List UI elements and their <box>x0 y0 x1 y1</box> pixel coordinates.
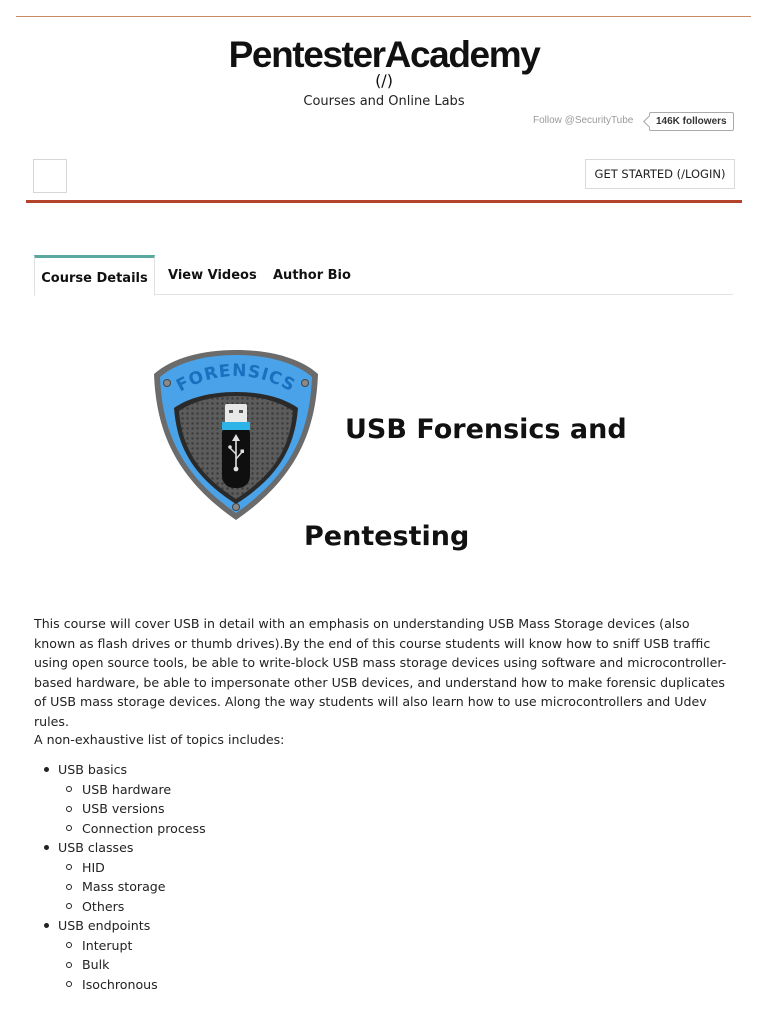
badge-label: FORENSICS <box>173 360 299 397</box>
followers-count-badge[interactable]: 146K followers <box>649 112 734 131</box>
course-title-line-2: Pentesting <box>304 521 470 552</box>
site-tagline: Courses and Online Labs <box>303 94 465 109</box>
tab-view-videos[interactable]: View Videos <box>168 267 257 283</box>
subtopic-item: USB versions <box>34 799 434 819</box>
tab-course-details[interactable]: Course Details <box>34 255 155 296</box>
topics-intro: A non-exhaustive list of topics includes: <box>34 732 285 747</box>
subtopic-item: Connection process <box>34 819 434 839</box>
course-description: This course will cover USB in detail with an emphasis on understanding USB Mass Storage devices (also known as flash drives or thumb drives).By the end of this course students will know how to sniff USB traffic using open source tools, be able to write-block USB mass storage devices using software and microcontroller-based hardware, be able to impersonate other USB devices, and understand how to make forensic duplicates of USB mass storage devices. Along the way students will also learn how to use microcontrollers and Udev rules. <box>34 616 727 729</box>
forensics-usb-badge-image <box>150 346 322 524</box>
tab-author-bio[interactable]: Author Bio <box>273 267 351 283</box>
topic-item: USB endpoints <box>34 916 434 936</box>
topics-list <box>34 760 434 994</box>
subtopic-item: Interupt <box>34 936 434 956</box>
twitter-follow-link[interactable]: Follow @SecurityTube <box>533 115 634 126</box>
subtopic-item: Others <box>34 897 434 917</box>
subtopic-item: Bulk <box>34 955 434 975</box>
top-divider <box>16 16 751 17</box>
course-title-line-1: USB Forensics and <box>345 414 627 445</box>
get-started-login-button[interactable]: GET STARTED (/LOGIN) <box>585 159 735 189</box>
topic-item: USB classes <box>34 838 434 858</box>
topic-item: USB basics <box>34 760 434 780</box>
header-divider <box>26 200 742 203</box>
subtopic-item: Isochronous <box>34 975 434 995</box>
subtopic-item: HID <box>34 858 434 878</box>
subtopic-item: USB hardware <box>34 780 434 800</box>
menu-toggle-button[interactable] <box>33 159 67 193</box>
site-logo[interactable]: PentesterAcademy <box>228 34 540 75</box>
logo-link-text[interactable]: (/) <box>375 71 393 90</box>
subtopic-item: Mass storage <box>34 877 434 897</box>
course-tabs <box>34 255 733 295</box>
